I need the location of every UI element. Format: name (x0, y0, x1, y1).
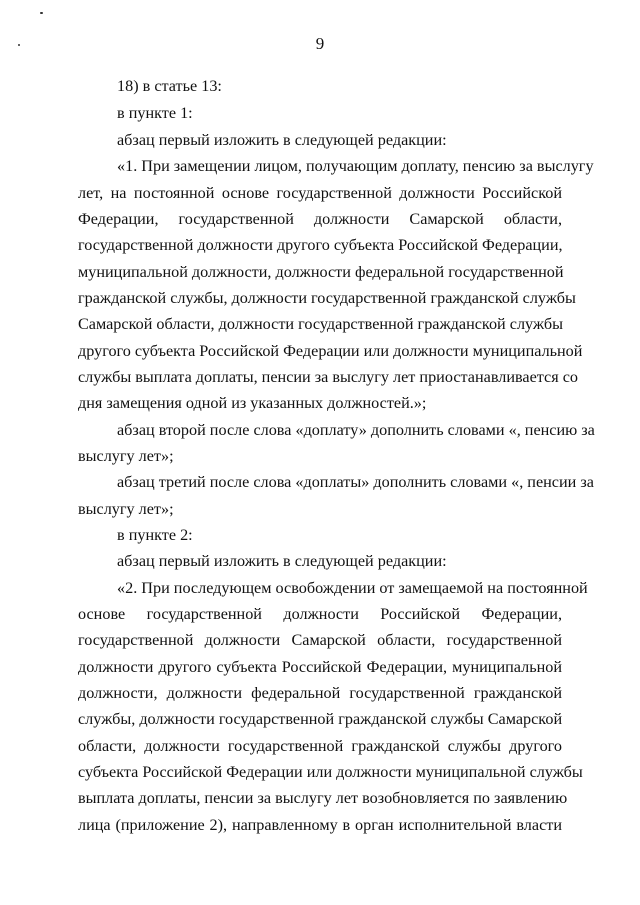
text-line: выслугу лет»; (78, 500, 174, 518)
text-line: субъекта Российской Федерации или должности муниципальной службы (78, 763, 583, 781)
text-line: дня замещения одной из указанных должностей.»; (78, 394, 427, 412)
text-line: муниципальной должности, должности федеральной государственной (78, 263, 564, 281)
text-line: службы выплата доплаты, пенсии за выслугу лет приостанавливается со (78, 368, 579, 386)
text-line: в пункте 1: (117, 104, 193, 122)
text-line: абзац второй после слова «доплату» дополнить словами «, пенсию за (117, 421, 595, 439)
text-line: 18) в статье 13: (117, 77, 222, 95)
text-line: лет, на постоянной основе государственной должности Российской (78, 184, 562, 202)
text-line: области, должности государственной гражданской службы другого (78, 737, 562, 755)
scan-speck (40, 12, 43, 14)
text-line: абзац первый изложить в следующей редакции: (117, 552, 447, 570)
text-line: Федерации, государственной должности Самарской области, (78, 210, 562, 228)
text-line: государственной должности другого субъекта Российской Федерации, (78, 236, 563, 254)
text-line: должности, должности федеральной государственной гражданской (78, 684, 562, 702)
text-line: лица (приложение 2), направленному в орган исполнительной власти (78, 816, 562, 834)
page-number: 9 (315, 34, 325, 53)
text-line: абзац первый изложить в следующей редакции: (117, 131, 447, 149)
text-line: выплата доплаты, пенсии за выслугу лет возобновляется по заявлению (78, 789, 568, 807)
text-line: должности другого субъекта Российской Федерации, муниципальной (78, 658, 562, 676)
text-line: другого субъекта Российской Федерации или должности муниципальной (78, 342, 583, 360)
text-line: абзац третий после слова «доплаты» дополнить словами «, пенсии за (117, 473, 594, 491)
text-line: выслугу лет»; (78, 447, 174, 465)
text-line: в пункте 2: (117, 526, 193, 544)
text-line: основе государственной должности Российской Федерации, (78, 605, 562, 623)
text-line: службы, должности государственной гражданской службы Самарской (78, 710, 563, 728)
text-line: «2. При последующем освобождении от замещаемой на постоянной (117, 579, 588, 597)
text-line: гражданской службы, должности государственной гражданской службы (78, 289, 576, 307)
text-line: «1. При замещении лицом, получающим доплату, пенсию за выслугу (117, 157, 594, 175)
text-line: государственной должности Самарской области, государственной (78, 631, 562, 649)
text-line: Самарской области, должности государственной гражданской службы (78, 315, 563, 333)
